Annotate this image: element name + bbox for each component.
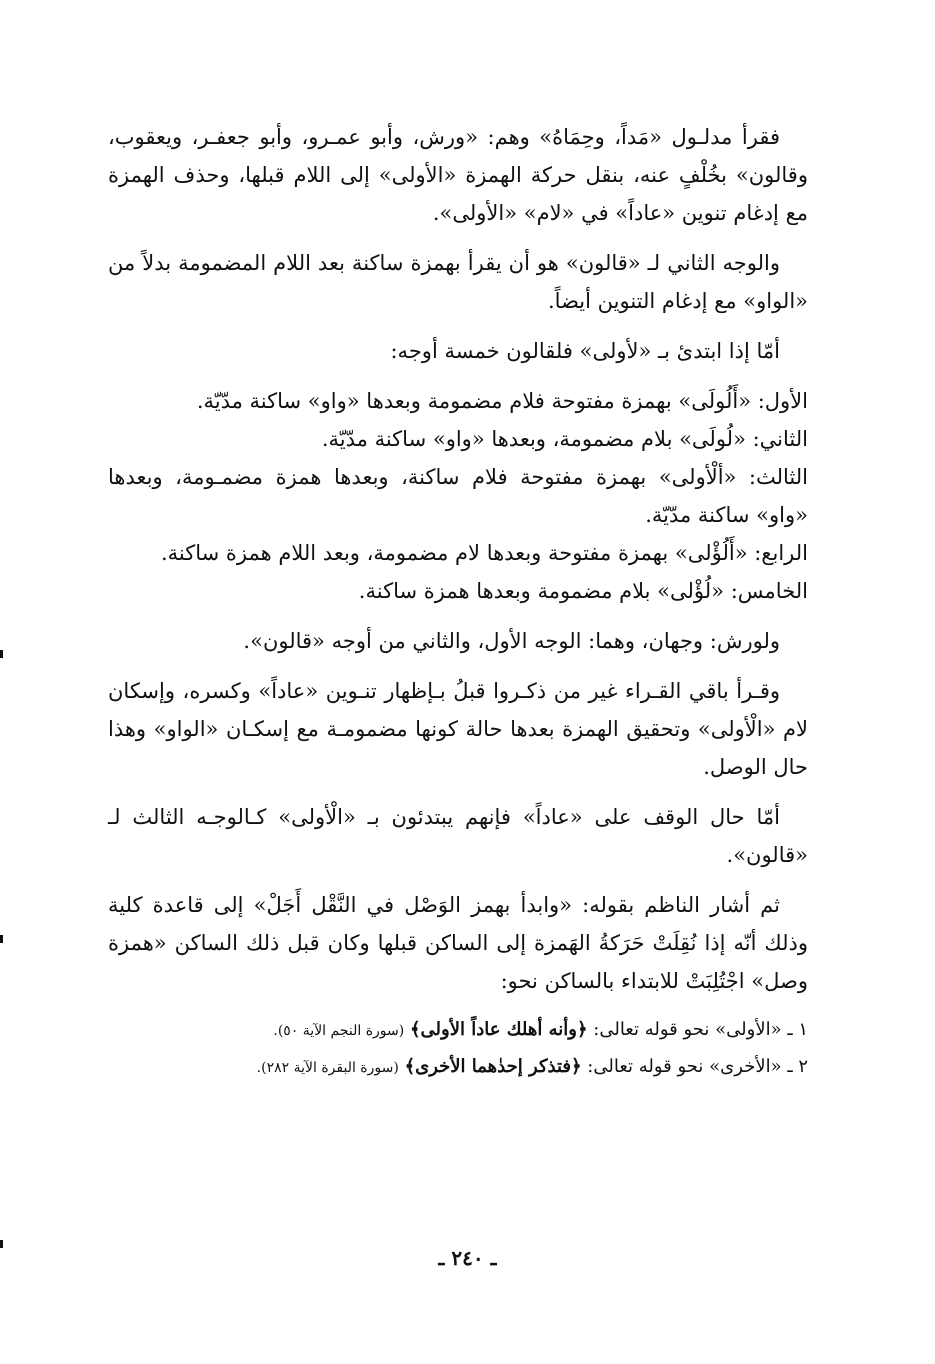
scan-edge-mark [0, 650, 3, 658]
paragraph: والوجه الثاني لـ «قالون» هو أن يقرأ بهمزة ساكنة بعد اللام المضمومة بدلاً من «الواو» مع إدغام التنوين أيضاً. [108, 251, 808, 313]
paragraph: فقرأ مدلـول «مَداً، وحِمَاهُ» وهم: «ورش، وأبو عمـرو، وأبو جعفـر، ويعقوب، وقالون» بخُلْفٍ عنه، بنقل حركة الهمزة «الأولى» إلى اللام قبلها، وحذف الهمزة مع إدغام تنوين «عاداً» في «لام» «الأولى». [108, 125, 808, 225]
quran-verse: ﴿فتذكر إحدٰهما الأخرى﴾ [404, 1056, 582, 1077]
paragraph: ثم أشار الناظم بقوله: «وابدأ بهمز الوَصْل في النَّقْل أَجَلْ» إلى قاعدة كلية وذلك أنّه إذا نُقِلَتْ حَرَكةُ الهَمزة إلى الساكن قبلها وكان قبل ذلك الساكن «همزة وصل» اجْتُلِبَتْ للابتداء بالساكن نحو: [108, 893, 808, 993]
page-body [108, 118, 808, 1086]
verse-examples [108, 1012, 808, 1086]
verse-lead: ٢ ـ «الأخرى» نحو قوله تعالى: [587, 1056, 808, 1077]
list-item: الخامس: «لُؤْلى» بلام مضمومة وبعدها همزة ساكنة. [358, 579, 808, 603]
scan-edge-mark [0, 935, 3, 943]
list-item: الأول: «أَلُولَى» بهمزة مفتوحة فلام مضمومة وبعدها «واو» ساكنة مدّيّة. [196, 389, 808, 413]
verse-example [108, 1049, 808, 1086]
list-item: الثاني: «لُولَى» بلام مضمومة، وبعدها «واو» ساكنة مدّيّة. [321, 427, 808, 451]
verse-example [108, 1012, 808, 1049]
paragraph: وقـرأ باقي القـراء غير من ذكـروا قبلُ بـإظهار تنـوين «عاداً» وكسره، وإسكان لام «الْأولى» وتحقيق الهمزة بعدها حالة كونها مضمومـة مع إسكـان «الواو» وهذا حال الوصل. [108, 679, 808, 779]
list-item: الرابع: «أَلُؤْلى» بهمزة مفتوحة وبعدها لام مضمومة، وبعد اللام همزة ساكنة. [160, 541, 808, 565]
page-number: ـ ٢٤٠ ـ [438, 1246, 497, 1270]
paragraph: ولورش: وجهان، وهما: الوجه الأول، والثاني من أوجه «قالون». [243, 629, 780, 653]
scan-edge-mark [0, 1240, 3, 1248]
quran-verse: ﴿وأنه أهلك عاداً الأولى﴾ [409, 1019, 588, 1040]
wujuh-list [108, 382, 808, 610]
verse-citation: (سورة النجم الآية ٥٠). [273, 1023, 405, 1039]
paragraph: أمّا حال الوقف على «عاداً» فإنهم يبتدئون بـ «الْأولى» كـالوجـه الثالث لـ «قالون». [108, 805, 808, 867]
paragraph: أمّا إذا ابتدئ بـ «لأولى» فلقالون خمسة أوجه: [390, 339, 780, 363]
verse-citation: (سورة البقرة الآية ٢٨٢). [256, 1060, 399, 1076]
list-item: الثالث: «ألْأولى» بهمزة مفتوحة فلام ساكنة، وبعدها همزة مضمـومة، وبعدها «واو» ساكنة مدّيّة. [108, 465, 808, 527]
verse-lead: ١ ـ «الأولى» نحو قوله تعالى: [593, 1019, 808, 1040]
